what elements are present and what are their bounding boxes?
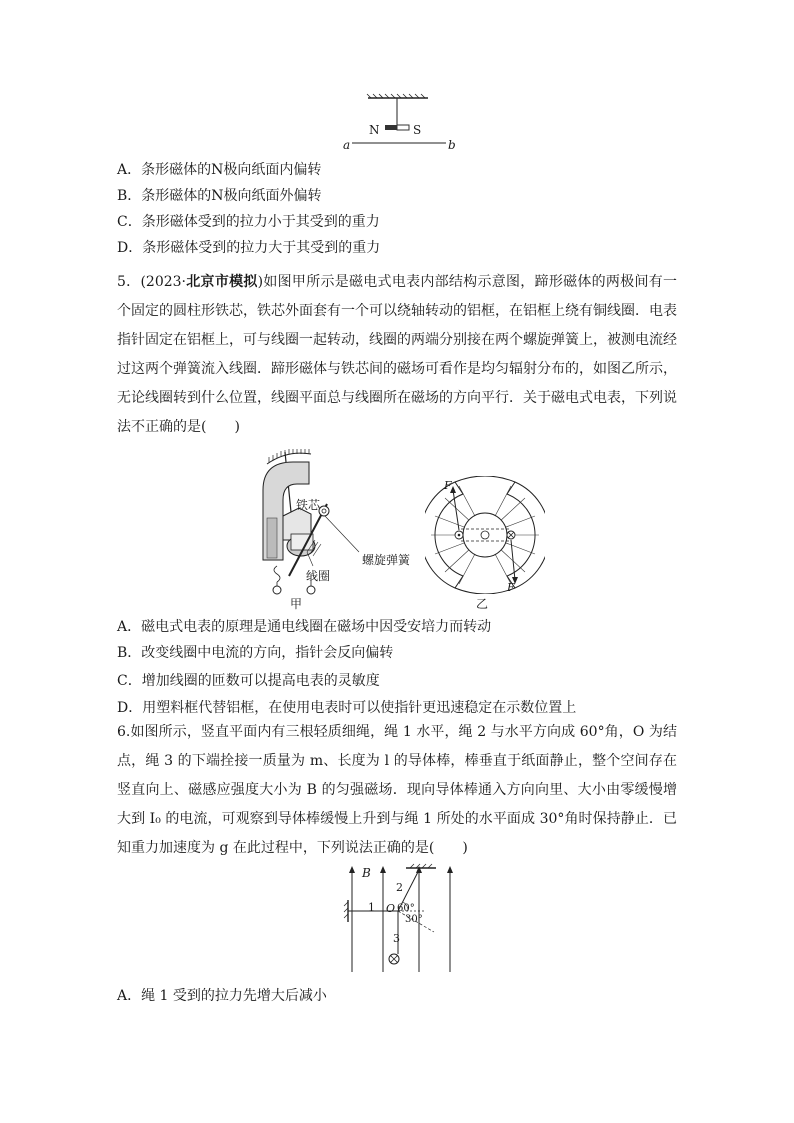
q5-option-b: B．改变线圈中电流的方向，指针会反向偏转 bbox=[117, 645, 394, 661]
q4-option-c: C．条形磁体受到的拉力小于其受到的重力 bbox=[117, 214, 380, 230]
q4-option-d: D．条形磁体受到的拉力大于其受到的重力 bbox=[117, 240, 381, 256]
label-rope-2: 2 bbox=[396, 881, 403, 894]
label-a: a bbox=[343, 138, 351, 152]
label-angle-60: 60° bbox=[397, 903, 415, 914]
label-field-b: B bbox=[362, 866, 371, 880]
q5-option-c: C．增加线圈的匝数可以提高电表的灵敏度 bbox=[117, 673, 380, 689]
label-force-top: F bbox=[444, 479, 452, 492]
conductor-rod-figure bbox=[340, 862, 466, 978]
q5-option-d: D．用塑料框代替铝框，在使用电表时可以使指针更迅速稳定在示数位置上 bbox=[117, 700, 577, 716]
q5-number: 5．(2023· bbox=[117, 274, 186, 290]
caption-yi: 乙 bbox=[476, 597, 489, 611]
label-rope-1: 1 bbox=[368, 901, 375, 914]
q5-stem bbox=[117, 268, 677, 442]
label-angle-30: 30° bbox=[405, 914, 423, 925]
label-spiral-spring: 螺旋弹簧 bbox=[362, 553, 411, 567]
q5-stem-text: )如图甲所示是磁电式电表内部结构示意图，蹄形磁体的两极间有一个固定的圆柱形铁芯，铁芯外面套有一个可以绕轴转动的铝框，在铝框上绕有铜线圈．电表指针固定在铝框上，可与线圈一起转动，线圈的两端分别接在两个螺旋弹簧上，被测电流经过这两个弹簧流入线圈．蹄形磁体与铁芯间的磁场可看作是均匀辐射分布的，如图乙所示，无论线圈转到什么位置，线圈平面总与线圈所在磁场的方向平行．关于磁电式电表，下列说法不正确的是( ) bbox=[117, 274, 677, 435]
label-b: b bbox=[448, 138, 456, 152]
q5-option-a: A．磁电式电表的原理是通电线圈在磁场中因受安培力而转动 bbox=[117, 619, 492, 635]
label-force-bottom: F bbox=[507, 581, 515, 594]
label-knot-o: O bbox=[386, 902, 396, 915]
label-n: N bbox=[369, 123, 380, 137]
q4-option-a: A．条形磁体的N极向纸面内偏转 bbox=[117, 162, 322, 178]
q6-stem: 6.如图所示，竖直平面内有三根轻质细绳，绳 1 水平，绳 2 与水平方向成 60°角，O 为结点，绳 3 的下端拴接一质量为 m、长度为 l 的导体棒，棒垂直于纸面静止，整个空间存在竖直向上、磁感应强度大小为 B 的匀强磁场．现向导体棒通入方向向里、大小由零缓慢增大到 I₀ 的电流，可观察到导体棒缓慢上升到与绳 1 所处的水平面成 30°角时保持静止．已知重力加速度为 g 在此过程中，下列说法正确的是( ) bbox=[117, 724, 677, 856]
label-iron-core: 铁芯 bbox=[296, 498, 321, 512]
q5-source: 北京市模拟 bbox=[186, 274, 258, 290]
label-s: S bbox=[413, 123, 422, 137]
radial-field-figure bbox=[425, 476, 545, 594]
q4-option-b: B．条形磁体的N极向纸面外偏转 bbox=[117, 188, 322, 204]
label-coil: 线圈 bbox=[306, 569, 331, 583]
magnet-wire-figure bbox=[340, 92, 460, 152]
q6-option-a: A．绳 1 受到的拉力先增大后减小 bbox=[117, 988, 327, 1004]
label-rope-3: 3 bbox=[393, 932, 400, 945]
caption-jia: 甲 bbox=[290, 597, 303, 611]
